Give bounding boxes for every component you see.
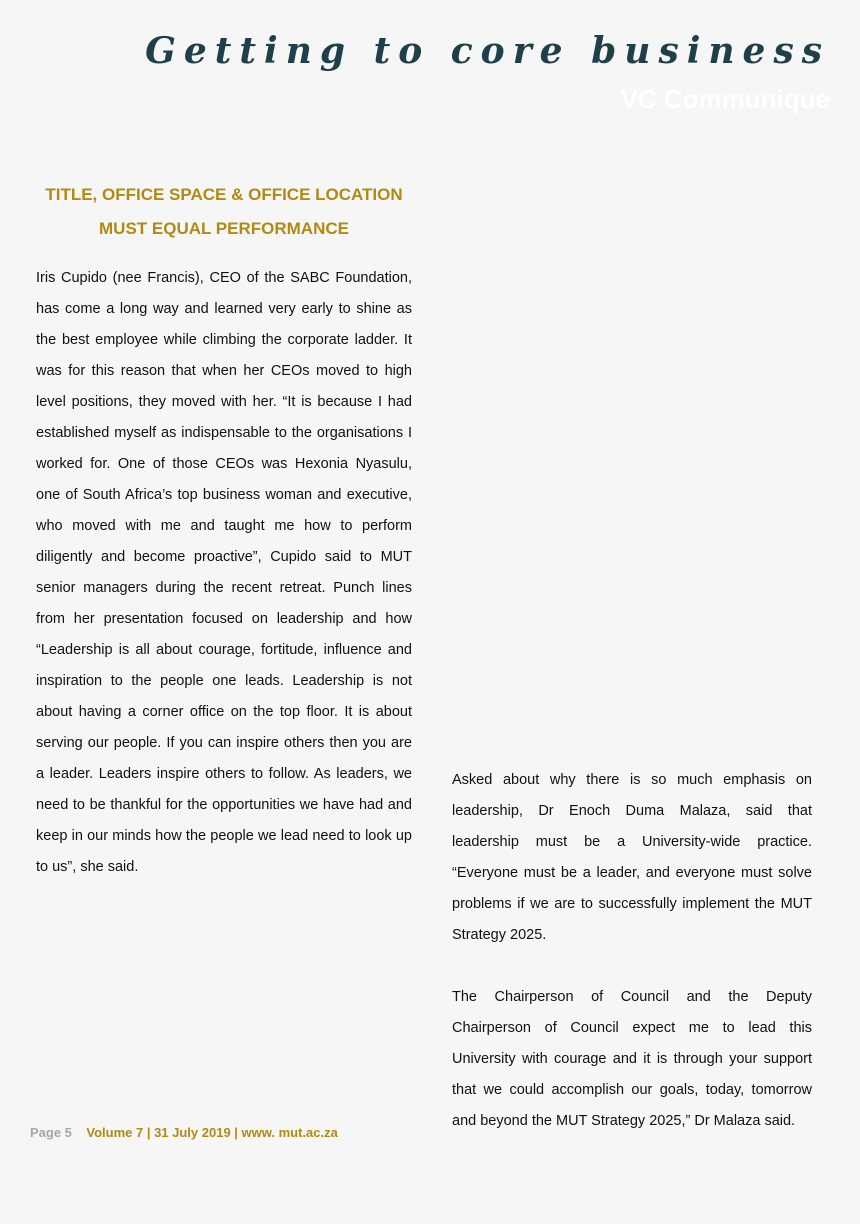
left-paragraph: Iris Cupido (nee Francis), CEO of the SABC Foundation, has come a long way and learned very early to shine as the best employee while climbing the corporate ladder. It was for this reason that when her CEOs moved to high level positions, they moved with her. “It is because I had established myself as indispensable to the organisations I worked for. One of those CEOs was Hexonia Nyasulu, one of South Africa’s top business woman and executive, who moved with me and taught me how to perform diligently and become proactive”, Cupido said to MUT senior managers during the recent retreat. Punch lines from her presentation focused on leadership and how “Leadership is all about courage, fortitude, influence and inspiration to the people one leads. Leadership is not about having a corner office on the top floor. It is about serving our people. If you can inspire others then you are a leader. Leaders inspire others to follow. As leaders, we need to be thankful for the opportunities we have had and keep in our minds how the people we lead need to look up to us”, she said.: [36, 270, 412, 875]
page-number: Page 5: [30, 1125, 72, 1140]
publication-title: Getting to core business: [145, 30, 830, 72]
article-heading: [36, 178, 412, 246]
article-heading-line-1: TITLE, OFFICE SPACE & OFFICE LOCATION: [45, 185, 403, 204]
footer-info: Volume 7 | 31 July 2019 | www. mut.ac.za: [86, 1125, 338, 1140]
right-paragraph-1: Asked about why there is so much emphasis on leadership, Dr Enoch Duma Malaza, said that leadership must be a University-wide practice. “Everyone must be a leader, and everyone must solve problems if we are to successfully implement the MUT Strategy 2025.: [452, 772, 812, 943]
article-heading-line-2: MUST EQUAL PERFORMANCE: [99, 219, 349, 238]
page-footer: [30, 1124, 338, 1142]
left-column: [36, 263, 412, 883]
right-column: [452, 765, 812, 1137]
right-paragraph-2: The Chairperson of Council and the Deputy Chairperson of Council expect me to lead this University with courage and it is through your support that we could accomplish our goals, today, tomorrow and beyond the MUT Strategy 2025,” Dr Malaza said.: [452, 989, 812, 1129]
publication-subtitle: VC Communique: [620, 84, 830, 114]
